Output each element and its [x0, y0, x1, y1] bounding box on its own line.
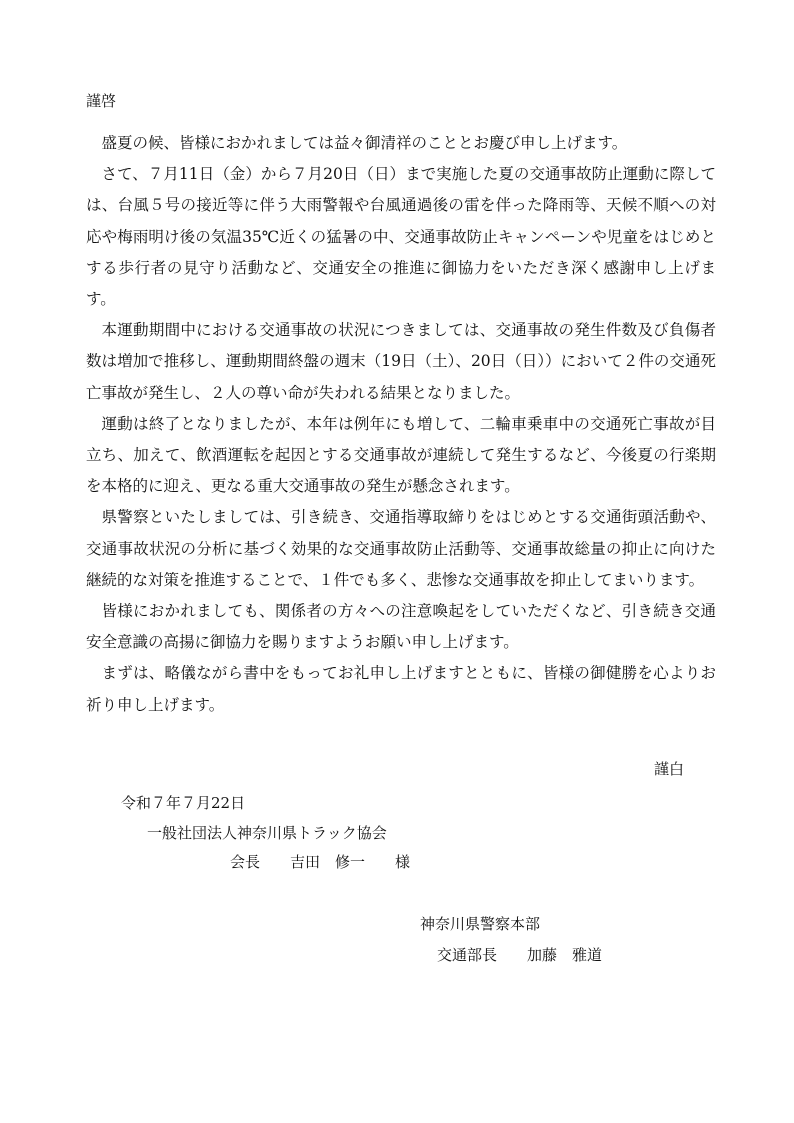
letter-body — [86, 128, 716, 721]
closing-salutation: 謹白 — [653, 760, 684, 778]
opening-salutation: 謹啓 — [86, 92, 117, 110]
recipient-organization: 一般社団法人神奈川県トラック協会 — [147, 824, 387, 842]
body-paragraph: 盛夏の候、皆様におかれましては益々御清祥のこととお慶び申し上げます。 — [101, 134, 628, 152]
body-paragraph: まずは、略儀ながら書中をもってお礼申し上げますとともに、皆様の御健勝を心よりお祈り申し上げます。 — [86, 664, 716, 714]
letter-date: 令和７年７月22日 — [121, 794, 246, 812]
sender-name: 交通部長 加藤 雅道 — [437, 946, 603, 964]
body-paragraph: 運動は終了となりましたが、本年は例年にも増して、二輪車乗車中の交通死亡事故が目立ち、加えて、飲酒運転を起因とする交通事故が連続して発生するなど、今後夏の行楽期を本格的に迎え、更なる重大交通事故の発生が懸念されます。 — [86, 414, 716, 496]
body-paragraph: 皆様におかれましても、関係者の方々への注意喚起をしていただくなど、引き続き交通安全意識の高揚に御協力を賜りますようお願い申し上げます。 — [86, 602, 716, 652]
body-paragraph: 県警察といたしましては、引き続き、交通指導取締りをはじめとする交通街頭活動や、交通事故状況の分析に基づく効果的な交通事故防止活動等、交通事故総量の抑止に向けた継続的な対策を推進することで、１件でも多く、悲惨な交通事故を抑止してまいります。 — [86, 508, 716, 589]
sender-organization: 神奈川県警察本部 — [420, 915, 541, 933]
body-paragraph: さて、７月11日（金）から７月20日（日）まで実施した夏の交通事故防止運動に際しては、台風５号の接近等に伴う大雨警報や台風通過後の雷を伴った降雨等、天候不順への対応や梅雨明け後の気温35℃近くの猛暑の中、交通事故防止キャンペーンや児童をはじめとする歩行者の見守り活動など、交通安全の推進に御協力をいただき深く感謝申し上げます。 — [86, 165, 716, 309]
body-paragraph: 本運動期間中における交通事故の状況につきましては、交通事故の発生件数及び負傷者数は増加で推移し、運動期間終盤の週末（19日（土）、20日（日））において２件の交通死亡事故が発生し、２人の尊い命が失われる結果となりました。 — [86, 321, 716, 402]
recipient-name: 会長 吉田 修一 様 — [230, 853, 411, 871]
